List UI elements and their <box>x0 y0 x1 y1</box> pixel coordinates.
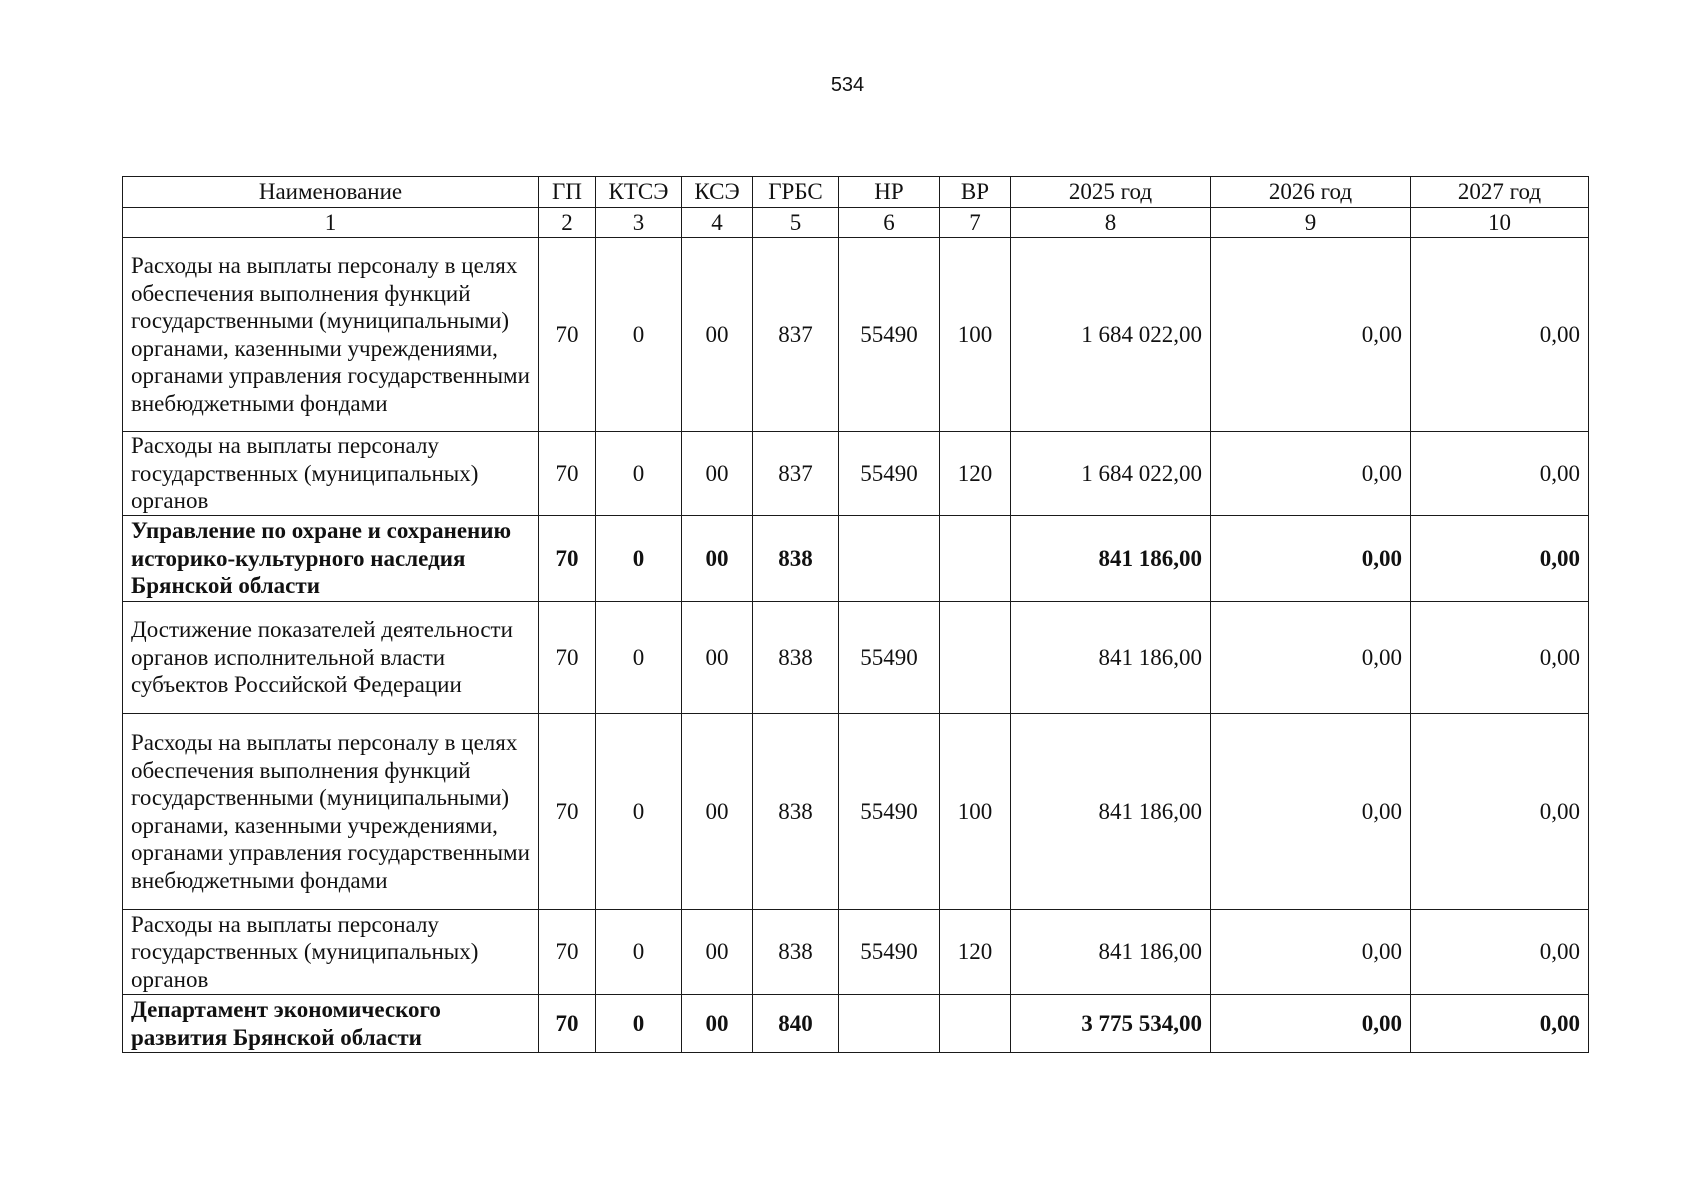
cell-vr: 120 <box>940 432 1011 516</box>
cell-2026: 0,00 <box>1211 995 1411 1053</box>
row-name: Расходы на выплаты персоналу в целях обеспечения выполнения функций государственными (муниципальными) органами, казенными учреждениями, органами управления государственными внебюджетными фондами <box>123 714 539 910</box>
cell-2025: 1 684 022,00 <box>1011 238 1211 432</box>
cell-nr: 55490 <box>839 910 940 995</box>
cell-2025: 841 186,00 <box>1011 910 1211 995</box>
cell-ktse: 0 <box>596 910 682 995</box>
column-number: 10 <box>1411 208 1589 238</box>
cell-2026: 0,00 <box>1211 910 1411 995</box>
cell-2026: 0,00 <box>1211 432 1411 516</box>
cell-gp: 70 <box>539 714 596 910</box>
cell-gp: 70 <box>539 995 596 1053</box>
cell-grbs: 838 <box>753 910 839 995</box>
row-name: Достижение показателей деятельности органов исполнительной власти субъектов Российской Федерации <box>123 602 539 714</box>
cell-ktse: 0 <box>596 602 682 714</box>
cell-grbs: 840 <box>753 995 839 1053</box>
cell-2027: 0,00 <box>1411 602 1589 714</box>
header-2025: 2025 год <box>1011 177 1211 208</box>
header-name: Наименование <box>123 177 539 208</box>
cell-grbs: 837 <box>753 432 839 516</box>
cell-grbs: 838 <box>753 602 839 714</box>
header-gp: ГП <box>539 177 596 208</box>
cell-gp: 70 <box>539 238 596 432</box>
cell-2026: 0,00 <box>1211 238 1411 432</box>
cell-grbs: 838 <box>753 516 839 602</box>
budget-table <box>122 176 1589 1053</box>
cell-gp: 70 <box>539 910 596 995</box>
cell-vr <box>940 516 1011 602</box>
column-number: 6 <box>839 208 940 238</box>
cell-2027: 0,00 <box>1411 238 1589 432</box>
table-row-section <box>123 995 1589 1053</box>
column-number: 9 <box>1211 208 1411 238</box>
cell-gp: 70 <box>539 432 596 516</box>
cell-nr <box>839 995 940 1053</box>
column-number: 8 <box>1011 208 1211 238</box>
cell-ktse: 0 <box>596 995 682 1053</box>
table-header <box>123 177 1589 238</box>
header-nr: НР <box>839 177 940 208</box>
column-number: 1 <box>123 208 539 238</box>
cell-nr: 55490 <box>839 714 940 910</box>
cell-vr <box>940 995 1011 1053</box>
cell-2027: 0,00 <box>1411 995 1589 1053</box>
cell-ktse: 0 <box>596 238 682 432</box>
header-grbs: ГРБС <box>753 177 839 208</box>
cell-nr <box>839 516 940 602</box>
cell-grbs: 838 <box>753 714 839 910</box>
cell-nr: 55490 <box>839 238 940 432</box>
cell-kse: 00 <box>682 714 753 910</box>
header-vr: ВР <box>940 177 1011 208</box>
column-number: 4 <box>682 208 753 238</box>
header-kse: КСЭ <box>682 177 753 208</box>
table-row-section <box>123 516 1589 602</box>
cell-2025: 841 186,00 <box>1011 602 1211 714</box>
header-2027: 2027 год <box>1411 177 1589 208</box>
cell-vr: 100 <box>940 714 1011 910</box>
column-number-row <box>123 208 1589 238</box>
cell-kse: 00 <box>682 602 753 714</box>
cell-nr: 55490 <box>839 432 940 516</box>
cell-kse: 00 <box>682 995 753 1053</box>
table-row <box>123 432 1589 516</box>
cell-2027: 0,00 <box>1411 714 1589 910</box>
cell-kse: 00 <box>682 910 753 995</box>
table-row <box>123 714 1589 910</box>
column-number: 2 <box>539 208 596 238</box>
row-name: Департамент экономического развития Брянской области <box>123 995 539 1053</box>
header-2026: 2026 год <box>1211 177 1411 208</box>
cell-nr: 55490 <box>839 602 940 714</box>
row-name: Расходы на выплаты персоналу государственных (муниципальных) органов <box>123 910 539 995</box>
table-row <box>123 238 1589 432</box>
cell-kse: 00 <box>682 238 753 432</box>
cell-2027: 0,00 <box>1411 516 1589 602</box>
cell-2026: 0,00 <box>1211 516 1411 602</box>
row-name: Управление по охране и сохранению историко-культурного наследия Брянской области <box>123 516 539 602</box>
cell-ktse: 0 <box>596 516 682 602</box>
row-name: Расходы на выплаты персоналу в целях обеспечения выполнения функций государственными (муниципальными) органами, казенными учреждениями, органами управления государственными внебюджетными фондами <box>123 238 539 432</box>
table-row <box>123 602 1589 714</box>
cell-gp: 70 <box>539 602 596 714</box>
cell-vr: 100 <box>940 238 1011 432</box>
cell-vr: 120 <box>940 910 1011 995</box>
header-ktse: КТСЭ <box>596 177 682 208</box>
cell-ktse: 0 <box>596 714 682 910</box>
cell-grbs: 837 <box>753 238 839 432</box>
cell-2025: 841 186,00 <box>1011 516 1211 602</box>
cell-2027: 0,00 <box>1411 910 1589 995</box>
cell-ktse: 0 <box>596 432 682 516</box>
column-number: 5 <box>753 208 839 238</box>
cell-kse: 00 <box>682 432 753 516</box>
table-row <box>123 910 1589 995</box>
cell-gp: 70 <box>539 516 596 602</box>
header-row <box>123 177 1589 208</box>
row-name: Расходы на выплаты персоналу государственных (муниципальных) органов <box>123 432 539 516</box>
cell-vr <box>940 602 1011 714</box>
cell-kse: 00 <box>682 516 753 602</box>
cell-2025: 3 775 534,00 <box>1011 995 1211 1053</box>
cell-2026: 0,00 <box>1211 602 1411 714</box>
cell-2025: 1 684 022,00 <box>1011 432 1211 516</box>
cell-2025: 841 186,00 <box>1011 714 1211 910</box>
table-body <box>123 238 1589 1053</box>
page-number: 534 <box>830 74 865 96</box>
column-number: 7 <box>940 208 1011 238</box>
cell-2027: 0,00 <box>1411 432 1589 516</box>
column-number: 3 <box>596 208 682 238</box>
cell-2026: 0,00 <box>1211 714 1411 910</box>
